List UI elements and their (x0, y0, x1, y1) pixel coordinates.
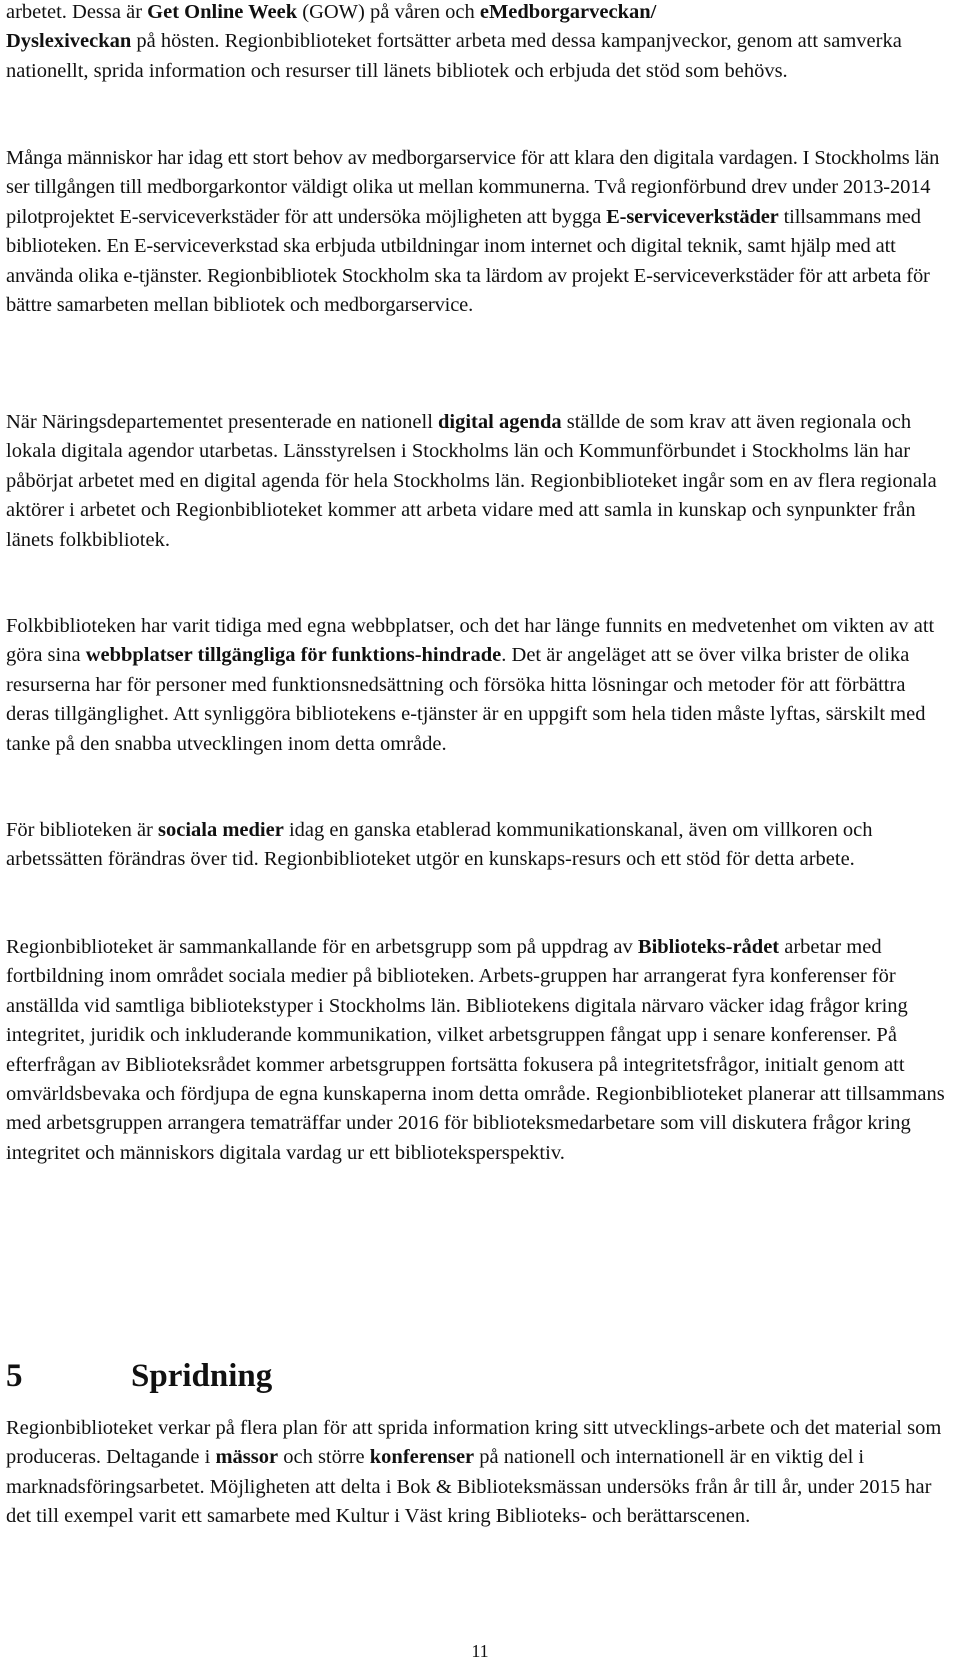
page-number: 11 (471, 1641, 489, 1661)
paragraph-spridning: Regionbiblioteket verkar på flera plan för att sprida information kring sitt utvecklings-arbete och det material som produceras. Deltagande i mässor och större konferenser på nationell och internationell är en viktig del i marknadsföringsarbetet. Möjligheten att delta i Bok & Biblioteksmässan undersöks från år till år, under 2015 har det till exempel varit ett samarbete med Kultur i Väst kring Biblioteks- och berättarscenen. (6, 1417, 942, 1528)
bold-e-serviceverkstader: E-serviceverkstäder (606, 205, 779, 228)
paragraph-campaign-weeks: arbetet. Dessa är Get Online Week (GOW) på våren och eMedborgarveckan/ Dyslexiveckan på hösten. Regionbiblioteket fortsätter arbeta med dessa kampanjveckor, genom att samverka nationellt, sprida information och resurser till länets bibliotek och erbjuda det stöd som behövs. (6, 1, 902, 82)
paragraph-digital-agenda: När Näringsdepartementet presenterade en nationell digital agenda ställde de som krav att även regionala och lokala digitala agendor utarbetas. Länsstyrelsen i Stockholms län och Kommunförbundet i Stockholms län har påbörjat arbetet med en digital agenda för hela Stockholms län. Regionbiblioteket ingår som en av flera regionala aktörer i arbetet och Regionbiblioteket kommer att arbeta vidare med att samla in kunskap och synpunkter från länets folkbibliotek. (6, 411, 937, 551)
bold-webbplatser-tillgangliga: webbplatser tillgängliga för funktions-hindrade (85, 644, 502, 667)
bold-konferenser: konferenser (369, 1446, 475, 1469)
section-title: Spridning (131, 1358, 273, 1394)
paragraph-sociala-medier: För biblioteken är sociala medier idag en ganska etablerad kommunikationskanal, även om villkoren och arbetssätten förändras över tid. Regionbiblioteket utgör en kunskaps-resurs och ett stöd för detta arbete. (6, 819, 873, 871)
section-heading (6, 1356, 272, 1396)
paragraph-webbplatser: Folkbiblioteken har varit tidiga med egna webbplatser, och det har länge funnits en medvetenhet om vikten av att göra sina webbplatser tillgängliga för funktions-hindrade. Det är angeläget att se över vilka brister de olika resurserna har för personer med funktionsnedsättning och försöka hitta lösningar och metoder för att förbättra deras tillgänglighet. Att synliggöra bibliotekens e-tjänster är en uppgift som hela tiden måste lyftas, särskilt med tanke på den snabba utvecklingen inom detta område. (6, 615, 935, 755)
paragraph-e-serviceverkstader: Många människor har idag ett stort behov av medborgarservice för att klara den digitala vardagen. I Stockholms län ser tillgången till medborgarkontor väldigt olika ut mellan kommunerna. Två regionförbund drev under 2013-2014 pilotprojektet E-serviceverkstäder för att undersöka möjligheten att bygga E-serviceverkstäder tillsammans med biblioteken. En E-serviceverkstad ska erbjuda utbildningar inom internet och digital teknik, samt hjälp med att använda olika e-tjänster. Regionbibliotek Stockholm ska ta lärdom av projekt E-serviceverkstäder för att arbeta för bättre samarbeten mellan bibliotek och medborgarservice. (6, 147, 940, 317)
paragraph-biblioteksradet: Regionbiblioteket är sammankallande för en arbetsgrupp som på uppdrag av Biblioteks-rådet arbetar med fortbildning inom området sociala medier på biblioteken. Arbets-gruppen har arrangerat fyra konferenser för anställda vid samtliga bibliotekstyper i Stockholms län. Bibliotekens digitala närvaro väcker idag frågor kring integritet, juridik och inkluderande kommunikation, vilket arbetsgruppen fångat upp i senare konferenser. På efterfrågan av Biblioteksrådet kommer arbetsgruppen fortsätta fokusera på integritetsfrågor, initialt genom att omvärldsbevaka och fördjupa de egna kunskaperna inom detta område. Regionbiblioteket planerar att tillsammans med arbetsgruppen arrangera tematräffar under 2016 för biblioteksmedarbetare som vill diskutera frågor kring integritet och människors digitala vardag ur ett biblioteksperspektiv. (6, 936, 945, 1164)
section-number: 5 (6, 1358, 23, 1394)
bold-get-online-week: Get Online Week (147, 1, 298, 23)
bold-massor: mässor (215, 1446, 279, 1469)
bold-sociala-medier: sociala medier (158, 819, 284, 841)
bold-emedborgarveckan: eMedborgarveckan/ (479, 1, 657, 23)
bold-digital-agenda: digital agenda (438, 411, 562, 433)
bold-biblioteksradet: Biblioteks-rådet (637, 936, 780, 958)
bold-dyslexiveckan: Dyslexiveckan (6, 30, 132, 53)
